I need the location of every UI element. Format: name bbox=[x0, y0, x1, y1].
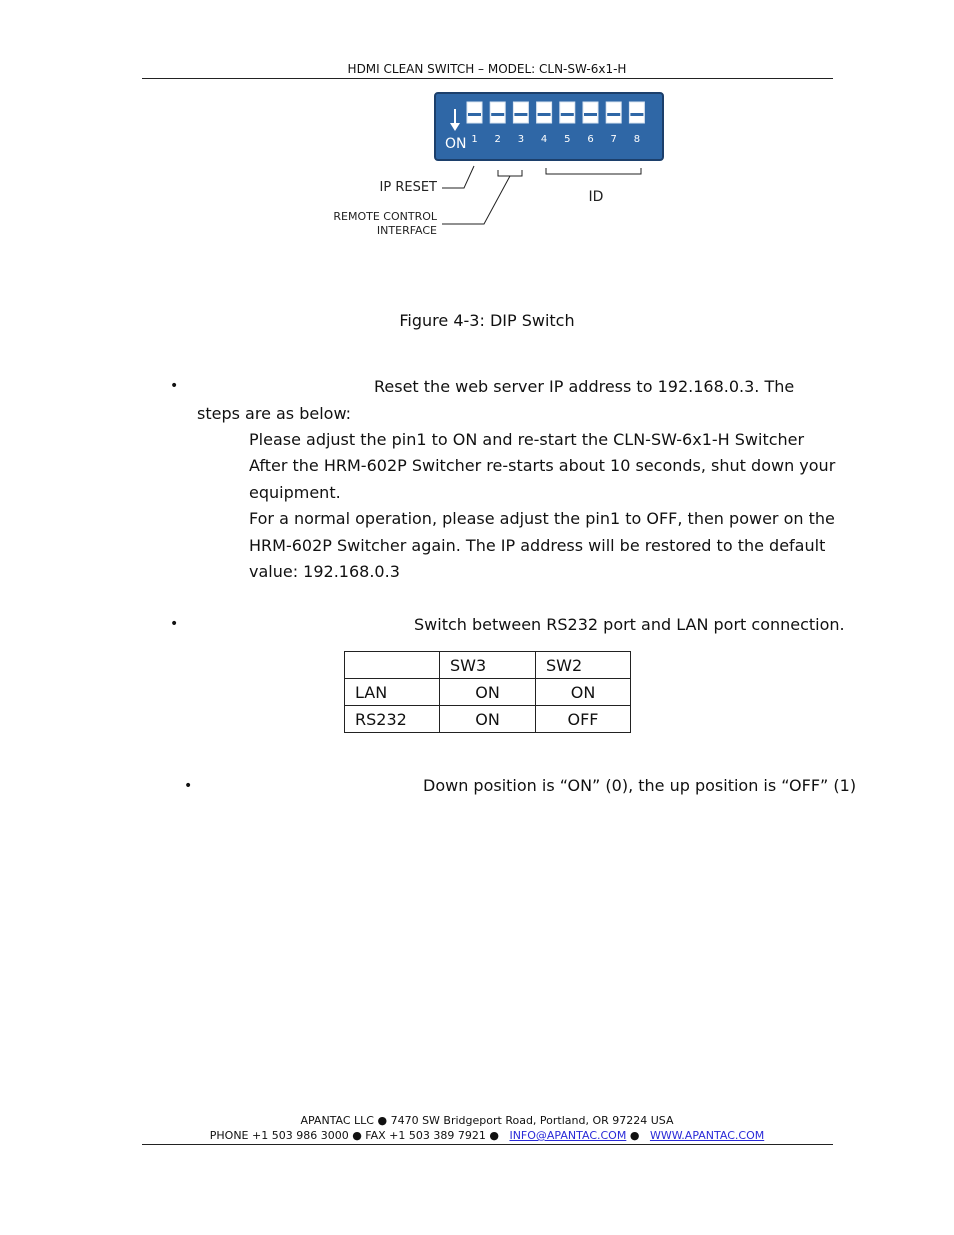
dip-toggle bbox=[490, 102, 505, 123]
table-row bbox=[345, 679, 631, 706]
step-line: HRM-602P Switcher again. The IP address will be restored to the default bbox=[249, 536, 826, 555]
remote-text: Switch between RS232 port and LAN port connection. bbox=[414, 615, 845, 634]
footer-rule bbox=[142, 1144, 833, 1145]
dip-toggle bbox=[583, 102, 598, 123]
figure-caption: Figure 4-3: DIP Switch bbox=[399, 311, 575, 330]
step-line: value: 192.168.0.3 bbox=[249, 562, 400, 581]
dip-toggle-divider bbox=[538, 113, 551, 116]
dip-switch-number: 6 bbox=[587, 134, 594, 145]
dip-toggle bbox=[513, 102, 528, 123]
step-line: For a normal operation, please adjust the pin1 to OFF, then power on the bbox=[249, 509, 835, 528]
dip-toggle bbox=[560, 102, 575, 123]
table-header-cell: SW3 bbox=[440, 652, 536, 679]
bullet-id: • bbox=[184, 778, 193, 794]
ip-reset-text-line2: steps are as below: bbox=[197, 404, 352, 423]
ip-reset-text-line1: Reset the web server IP address to 192.168.0.3. The bbox=[374, 377, 795, 396]
table-cell: OFF bbox=[536, 706, 631, 733]
remote-bracket bbox=[498, 170, 522, 176]
dip-switch-number: 8 bbox=[633, 134, 641, 145]
dip-toggle bbox=[467, 102, 482, 123]
page-header: HDMI CLEAN SWITCH – MODEL: CLN-SW-6x1-H bbox=[347, 62, 627, 76]
id-text: Down position is “ON” (0), the up position is “OFF” (1) bbox=[423, 776, 857, 795]
email-link[interactable]: INFO@APANTAC.COM bbox=[509, 1129, 627, 1142]
switch-table bbox=[344, 651, 631, 733]
remote-leader bbox=[442, 176, 510, 224]
header-rule bbox=[142, 78, 833, 79]
step-line: After the HRM-602P Switcher re-starts about 10 seconds, shut down your bbox=[249, 456, 836, 475]
footer-separator: ● bbox=[629, 1129, 640, 1142]
remote-label-line1: REMOTE CONTROL bbox=[333, 210, 437, 223]
table-row bbox=[345, 706, 631, 733]
table-header-cell: SW2 bbox=[536, 652, 631, 679]
bullet-remote: • bbox=[170, 616, 179, 632]
dip-toggle bbox=[606, 102, 621, 123]
ip-reset-leader bbox=[442, 166, 474, 188]
dip-toggle-divider bbox=[491, 113, 504, 116]
dip-toggle-divider bbox=[584, 113, 597, 116]
table-cell: ON bbox=[440, 706, 536, 733]
website-link[interactable]: WWW.APANTAC.COM bbox=[649, 1129, 765, 1142]
dip-switch-number: 5 bbox=[564, 134, 571, 145]
dip-switch-number: 3 bbox=[517, 134, 525, 145]
table-cell: ON bbox=[440, 679, 536, 706]
table-cell: LAN bbox=[345, 679, 440, 706]
dip-toggle bbox=[629, 102, 644, 123]
bullet-ip-reset: • bbox=[170, 378, 179, 394]
dip-toggle-divider bbox=[514, 113, 527, 116]
dip-switch-number: 7 bbox=[610, 134, 617, 145]
table-cell: ON bbox=[536, 679, 631, 706]
dip-toggle-divider bbox=[561, 113, 574, 116]
step-line: equipment. bbox=[249, 483, 341, 502]
footer-address: APANTAC LLC ● 7470 SW Bridgeport Road, Portland, OR 97224 USA bbox=[300, 1114, 674, 1127]
footer-contact bbox=[142, 1129, 832, 1142]
footer-phone-fax: PHONE +1 503 986 3000 ● FAX +1 503 389 7921 ● bbox=[209, 1129, 499, 1142]
step-line: Please adjust the pin1 to ON and re-start the CLN-SW-6x1-H Switcher bbox=[249, 430, 805, 449]
remote-label-line2: INTERFACE bbox=[376, 224, 437, 237]
table-header-cell bbox=[345, 652, 440, 679]
table-header-row bbox=[345, 652, 631, 679]
dip-switch-figure bbox=[324, 92, 664, 242]
dip-toggle bbox=[537, 102, 552, 123]
dip-toggle-divider bbox=[468, 113, 481, 116]
id-label: ID bbox=[588, 189, 604, 205]
on-label: ON bbox=[445, 136, 467, 152]
dip-switch-number: 4 bbox=[540, 134, 548, 145]
dip-switch-number: 1 bbox=[471, 134, 478, 145]
table-cell: RS232 bbox=[345, 706, 440, 733]
dip-toggle-divider bbox=[607, 113, 620, 116]
id-bracket bbox=[546, 168, 641, 174]
dip-switch-number: 2 bbox=[494, 134, 501, 145]
ip-reset-label: IP RESET bbox=[379, 180, 437, 195]
dip-toggle-divider bbox=[630, 113, 643, 116]
